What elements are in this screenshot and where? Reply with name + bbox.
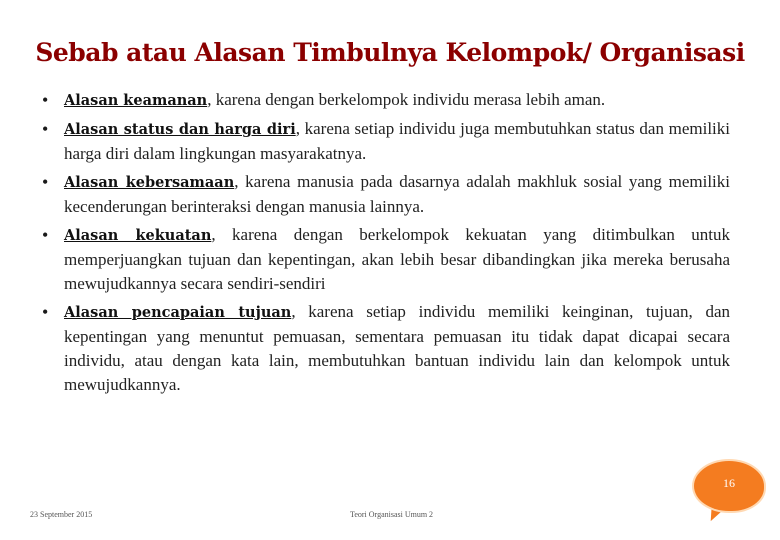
bullet-description: , karena setiap individu memiliki keinginan, tujuan, dan kepentingan yang menuntut pemuasan, sementara pemuasan itu tidak dapat dicapai secara individu, atau dengan kata lain, membutuhkan bantuan individu lain dan kelompok untuk mewujudkannya. <box>64 302 730 394</box>
footer-course-title: Teori Organisasi Umum 2 <box>350 510 434 519</box>
bullet-description: , karena setiap individu juga membutuhkan status dan memiliki harga diri dalam lingkungan masyarakatnya. <box>64 119 730 163</box>
bullet-dot-icon: • <box>42 225 49 245</box>
bullet-item <box>42 300 730 397</box>
bullet-term: Alasan status dan harga diri <box>64 121 296 138</box>
bullet-term: Alasan pencapaian tujuan <box>64 304 292 321</box>
bullet-dot-icon: • <box>42 119 49 139</box>
bullet-item <box>42 117 730 166</box>
footer-date: 23 September 2015 <box>30 510 93 519</box>
bullet-item <box>42 88 730 113</box>
bullet-description: , karena manusia pada dasarnya adalah makhluk sosial yang memiliki kecenderungan berinteraksi dengan manusia lainnya. <box>64 172 730 216</box>
bullet-description: , karena dengan berkelompok kekuatan yang ditimbulkan untuk memperjuangkan tujuan dan kepentingan, akan lebih besar dibandingkan jika mereka berusaha mewujudkannya secara sendiri-sendiri <box>64 225 730 293</box>
bullet-dot-icon: • <box>42 90 49 110</box>
bullet-dot-icon: • <box>42 302 49 322</box>
bullet-term: Alasan kebersamaan <box>64 174 235 191</box>
bullet-item <box>42 170 730 219</box>
page-number: 16 <box>723 476 735 490</box>
bullet-term: Alasan keamanan <box>64 92 208 109</box>
bullet-description: , karena dengan berkelompok individu merasa lebih aman. <box>207 90 606 109</box>
bullet-term: Alasan kekuatan <box>64 227 212 244</box>
bullet-dot-icon: • <box>42 172 49 192</box>
bullet-list <box>42 88 730 401</box>
bullet-item <box>42 223 730 296</box>
slide-title: Sebab atau Alasan Timbulnya Kelompok/ Organisasi <box>35 38 745 67</box>
